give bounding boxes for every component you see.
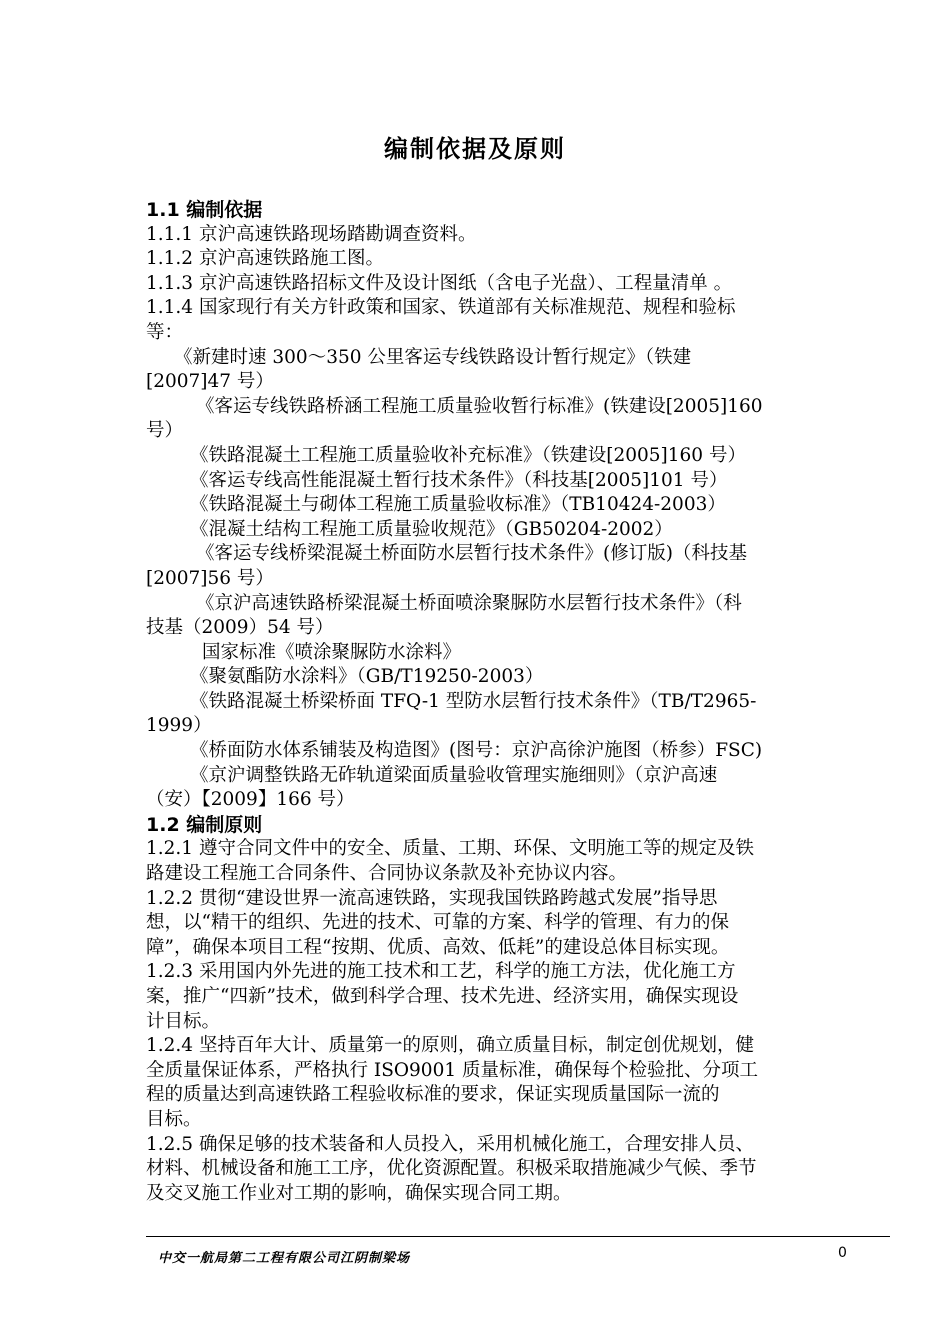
paragraph-line: 路建设工程施工合同条件、合同协议条款及补充协议内容。 xyxy=(146,863,628,885)
paragraph-line: 1.1.1 京沪高速铁路现场踏勘调查资料。 xyxy=(146,223,477,245)
paragraph-line: 1.2.4 坚持百年大计、质量第一的原则，确立质量目标，制定创优规划，健 xyxy=(146,1035,754,1057)
reference-line: 《铁路混凝土工程施工质量验收补充标准》（铁建设[2005]160 号） xyxy=(190,444,746,466)
reference-line: 《京沪调整铁路无砟轨道梁面质量验收管理实施细则》（京沪高速 xyxy=(190,764,718,786)
page-title: 编制依据及原则 xyxy=(384,135,566,163)
paragraph-line: 目标。 xyxy=(146,1108,202,1130)
reference-line: [2007]56 号） xyxy=(146,567,274,589)
paragraph-line: 1.2.3 采用国内外先进的施工技术和工艺，科学的施工方法，优化施工方 xyxy=(146,961,736,983)
reference-line: 《聚氨酯防水涂料》（GB/T19250-2003） xyxy=(190,666,544,688)
reference-line: 《京沪高速铁路桥梁混凝土桥面喷涂聚脲防水层暂行技术条件》（科 xyxy=(196,592,742,614)
reference-line: 《客运专线桥梁混凝土桥面防水层暂行技术条件》(修订版)（科技基 xyxy=(196,543,747,565)
paragraph-line: 程的质量达到高速铁路工程验收标准的要求，保证实现质量国际一流的 xyxy=(146,1084,720,1106)
paragraph-line: 1.2.5 确保足够的技术装备和人员投入，采用机械化施工，合理安排人员、 xyxy=(146,1133,754,1155)
reference-line: 《客运专线高性能混凝土暂行技术条件》（科技基[2005]101 号） xyxy=(190,469,728,491)
paragraph-line: 材料、机械设备和施工工序，优化资源配置。积极采取措施减少气候、季节 xyxy=(146,1158,757,1180)
footer-divider xyxy=(146,1236,890,1237)
paragraph-line: 案，推广“四新”技术，做到科学合理、技术先进、经济实用，确保实现设 xyxy=(146,986,739,1007)
reference-line: 《桥面防水体系铺装及构造图》(图号：京沪高徐沪施图（桥参）FSC) xyxy=(190,740,763,762)
reference-line: 《新建时速 300～350 公里客运专线铁路设计暂行规定》（铁建 xyxy=(174,346,692,368)
section-heading: 1.1 编制依据 xyxy=(146,199,263,221)
paragraph-line: 1.1.2 京沪高速铁路施工图。 xyxy=(146,248,384,270)
reference-line: [2007]47 号） xyxy=(146,371,274,393)
reference-line: 技基（2009）54 号） xyxy=(146,617,334,639)
paragraph-line: 及交叉施工作业对工期的影响，确保实现合同工期。 xyxy=(146,1182,572,1204)
page-number: 0 xyxy=(838,1245,847,1261)
paragraph-line: 想，以“精干的组织、先进的技术、可靠的方案、科学的管理、有力的保 xyxy=(146,912,729,934)
reference-line: 《铁路混凝土与砌体工程施工质量验收标准》（TB10424-2003） xyxy=(190,494,726,516)
reference-line: 国家标准《喷涂聚脲防水涂料》 xyxy=(202,641,462,663)
paragraph-line: 1.1.3 京沪高速铁路招标文件及设计图纸（含电子光盘）、工程量清单 。 xyxy=(146,272,733,294)
reference-line: 号） xyxy=(146,420,184,442)
reference-line: 《铁路混凝土桥梁桥面 TFQ-1 型防水层暂行技术条件》（TB/T2965- xyxy=(190,690,757,712)
reference-line: 《混凝土结构工程施工质量验收规范》（GB50204-2002） xyxy=(190,518,673,540)
paragraph-line: 1.1.4 国家现行有关方针政策和国家、铁道部有关标准规范、规程和验标 xyxy=(146,297,736,319)
footer-company: 中交一航局第二工程有限公司江阴制梁场 xyxy=(158,1251,411,1266)
paragraph-line: 计目标。 xyxy=(146,1010,221,1032)
paragraph-line: 1.2.2 贯彻“建设世界一流高速铁路，实现我国铁路跨越式发展”指导思 xyxy=(146,887,718,909)
section-heading: 1.2 编制原则 xyxy=(146,813,263,836)
paragraph-line: 全质量保证体系，严格执行 ISO9001 质量标准，确保每个检验批、分项工 xyxy=(146,1059,758,1081)
reference-line: 《客运专线铁路桥涵工程施工质量验收暂行标准》(铁建设[2005]160 xyxy=(196,395,763,417)
paragraph-line: 障”，确保本项目工程“按期、优质、高效、低耗”的建设总体目标实现。 xyxy=(146,936,730,958)
paragraph-line: 等： xyxy=(146,321,184,343)
paragraph-line: 1.2.1 遵守合同文件中的安全、质量、工期、环保、文明施工等的规定及铁 xyxy=(146,838,754,860)
document-body xyxy=(146,198,850,1206)
reference-line: 1999） xyxy=(146,715,212,737)
reference-line: （安）【2009】166 号） xyxy=(146,789,355,811)
